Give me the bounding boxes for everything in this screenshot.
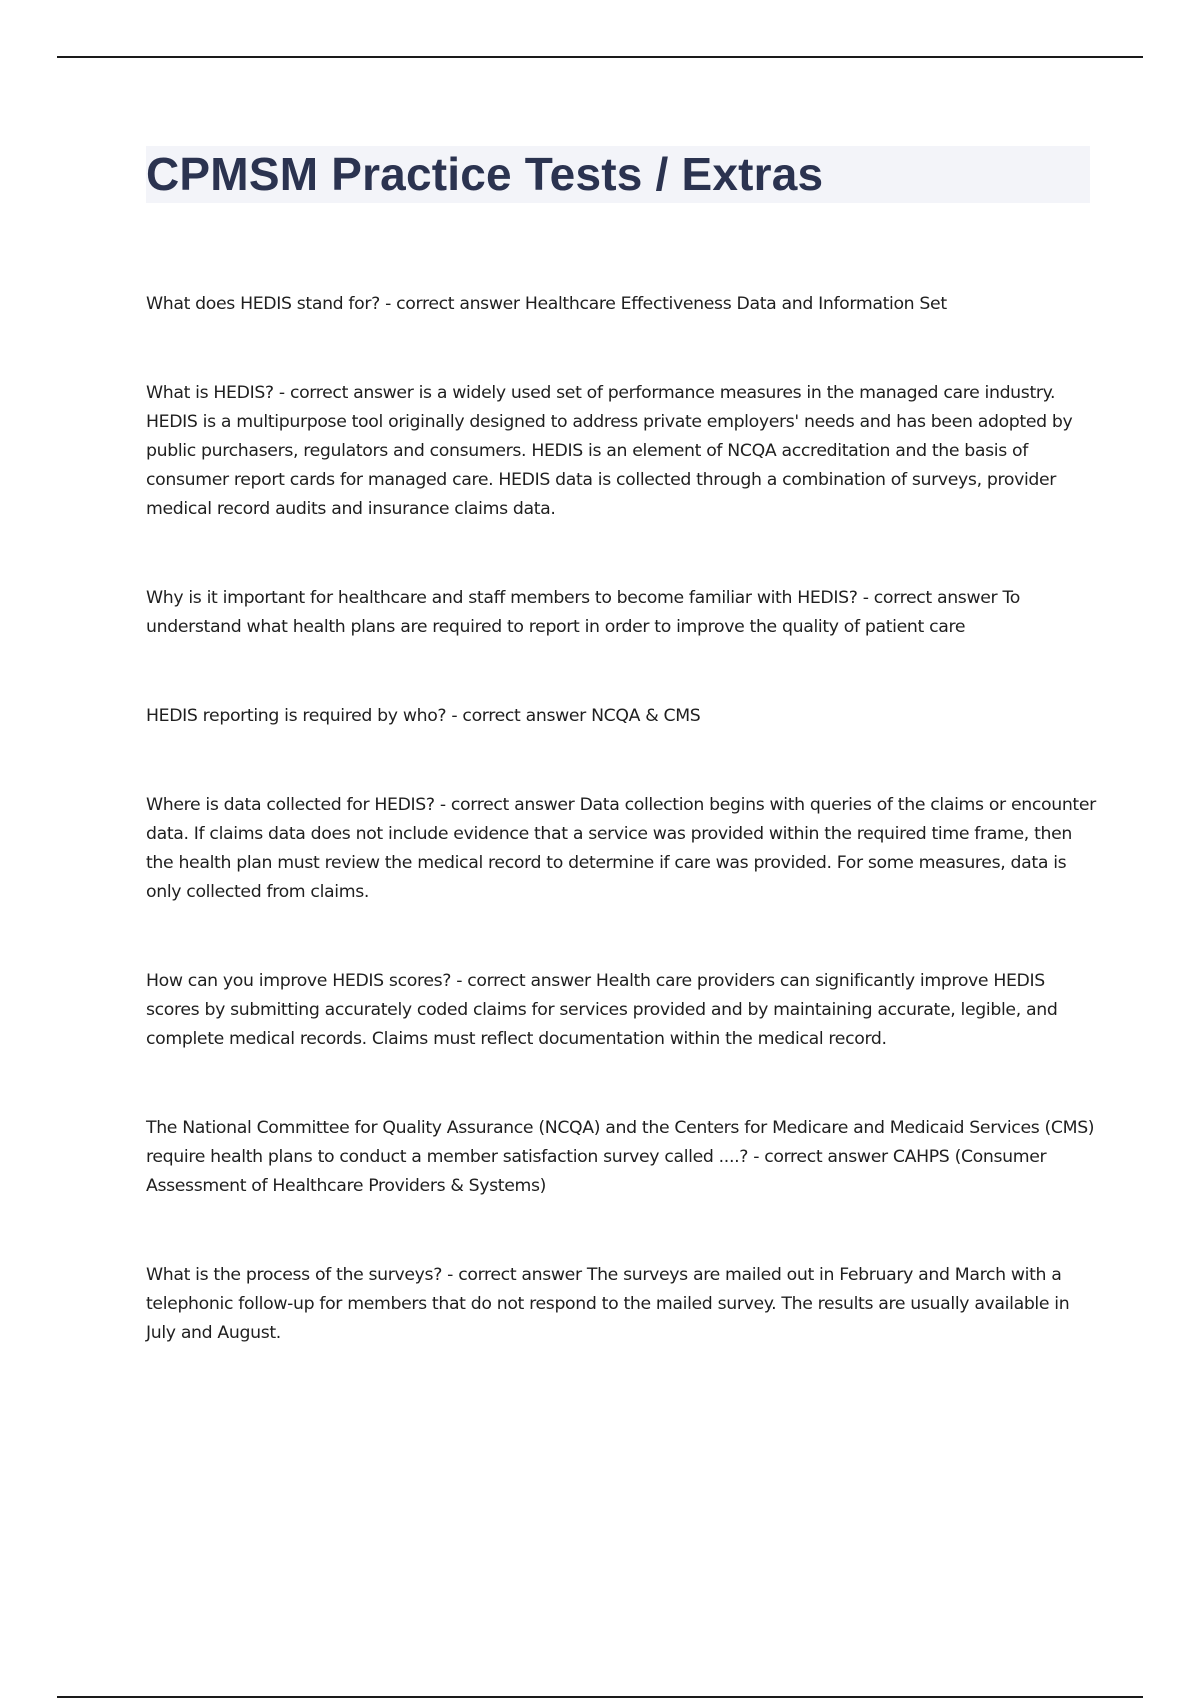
top-rule <box>57 56 1143 58</box>
qa-separator: - correct answer <box>451 971 596 991</box>
qa-separator: - correct answer <box>857 588 1003 608</box>
qa-answer: NCQA & CMS <box>591 706 701 726</box>
qa-answer: The surveys are mailed out in February and March with a telephonic follow-up for members that do not respond to the mailed survey. The results are usually available in July and August. <box>146 1265 1070 1343</box>
qa-question: Where is data collected for HEDIS? <box>146 795 435 815</box>
page-title: CPMSM Practice Tests / Extras <box>146 148 824 200</box>
qa-separator: - correct answer <box>442 1265 587 1285</box>
qa-answer: To understand what health plans are required to report in order to improve the quality of patient care <box>146 588 1020 637</box>
qa-question: Why is it important for healthcare and staff members to become familiar with HEDIS? <box>146 588 858 608</box>
qa-answer: Data collection begins with queries of the claims or encounter data. If claims data does not include evidence that a service was provided within the required time frame, then the health plan must review the medical record to determine if care was provided. For some measures, data is only collected from claims. <box>146 795 1096 902</box>
qa-question: What is HEDIS? <box>146 383 274 403</box>
qa-item <box>146 702 1096 731</box>
qa-item <box>146 290 1096 319</box>
qa-answer: Health care providers can significantly improve HEDIS scores by submitting accurately coded claims for services provided and by maintaining accurate, legible, and complete medical records. Claims must reflect documentation within the medical record. <box>146 971 1058 1049</box>
qa-list <box>146 290 1096 1408</box>
qa-item <box>146 584 1096 642</box>
qa-separator: - correct answer <box>434 795 580 815</box>
qa-answer: is a widely used set of performance measures in the managed care industry. HEDIS is a multipurpose tool originally designed to address private employers' needs and has been adopted by public purchasers, regulators and consumers. HEDIS is an element of NCQA accreditation and the basis of consumer report cards for managed care. HEDIS data is collected through a combination of surveys, provider medical record audits and insurance claims data. <box>146 383 1073 519</box>
qa-separator: - correct answer <box>379 294 525 314</box>
qa-question: HEDIS reporting is required by who? <box>146 706 447 726</box>
qa-question: What does HEDIS stand for? <box>146 294 380 314</box>
bottom-rule <box>57 1696 1143 1698</box>
qa-item <box>146 1261 1096 1348</box>
qa-question: What is the process of the surveys? <box>146 1265 443 1285</box>
qa-answer: Healthcare Effectiveness Data and Information Set <box>524 294 947 314</box>
qa-separator: - correct answer <box>273 383 419 403</box>
qa-item <box>146 379 1096 524</box>
qa-question: How can you improve HEDIS scores? <box>146 971 452 991</box>
qa-answer: CAHPS (Consumer Assessment of Healthcare Providers & Systems) <box>146 1147 1047 1196</box>
qa-separator: - correct answer <box>446 706 592 726</box>
qa-item <box>146 967 1096 1054</box>
qa-item <box>146 1114 1096 1201</box>
qa-item <box>146 791 1096 907</box>
qa-question: The National Committee for Quality Assurance (NCQA) and the Centers for Medicare and Medicaid Services (CMS) require health plans to conduct a member satisfaction survey called ....? <box>146 1118 1095 1167</box>
qa-separator: - correct answer <box>748 1147 893 1167</box>
